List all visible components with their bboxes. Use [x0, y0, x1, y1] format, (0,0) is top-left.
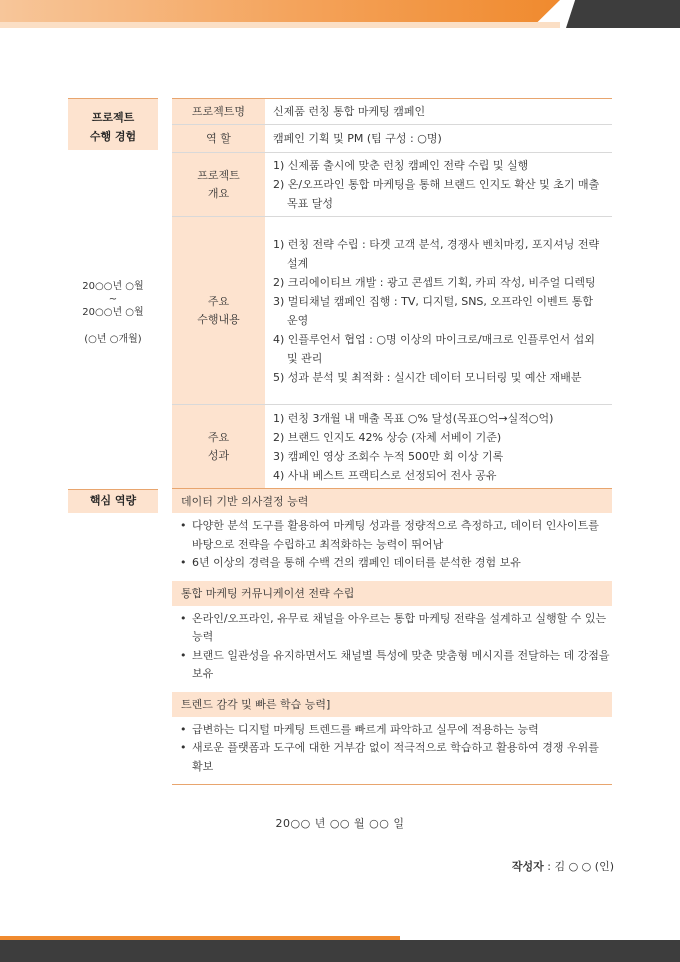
row-results	[172, 405, 612, 489]
author-label: 작성자	[511, 860, 544, 873]
bullet-item: • 다양한 분석 도구를 활용하여 마케팅 성과를 정량적으로 측정하고, 데이터 인사이트를 바탕으로 전략을 수립하고 최적화하는 능력이 뛰어남	[180, 517, 612, 554]
row-overview	[172, 153, 612, 217]
document-date: 20○○ 년 ○○ 월 ○○ 일	[275, 817, 405, 830]
head-tasks: 주요 수행내용	[172, 217, 265, 405]
value-tasks	[265, 217, 612, 405]
footer-dark-band	[0, 940, 680, 962]
header-dark-band	[566, 0, 680, 28]
value-project-name: 신제품 런칭 통합 마케팅 캠페인	[265, 99, 612, 125]
head-results: 주요 성과	[172, 405, 265, 489]
overview-list	[273, 156, 604, 213]
bullet-item: • 새로운 플랫폼과 도구에 대한 거부감 없이 적극적으로 학습하고 활용하여 경쟁 우위를 확보	[180, 739, 612, 776]
core-section-label: 핵심 역량	[68, 489, 158, 513]
project-table	[172, 98, 612, 489]
core-group-body	[172, 606, 612, 692]
core-competencies	[172, 488, 612, 785]
list-item: 3) 캠페인 영상 조회수 누적 500만 회 이상 기록	[273, 449, 504, 463]
list-item: 4) 인플루언서 협업 : ○명 이상의 마이크로/매크로 인플루언서 섭외 및 관리	[273, 332, 595, 365]
date-to: 20○○년 ○월	[82, 307, 144, 318]
list-item: 3) 멀티채널 캠페인 집행 : TV, 디지털, SNS, 오프라인 이벤트 통합 운영	[273, 294, 594, 327]
header-orange-shadow	[0, 22, 560, 28]
list-item: 1) 런칭 전략 수립 : 타겟 고객 분석, 경쟁사 벤치마킹, 포지셔닝 전략 설계	[273, 237, 600, 270]
core-group-title: 데이터 기반 의사결정 능력	[172, 488, 612, 513]
author-value: 김 ○ ○ (인)	[554, 860, 614, 873]
list-item: 2) 크리에이티브 개발 : 광고 콘셉트 기획, 카피 작성, 비주얼 디렉팅	[273, 275, 596, 289]
date-from: 20○○년 ○월	[82, 281, 144, 292]
header-orange-band	[0, 0, 560, 22]
project-section-label: 프로젝트 수행 경험	[68, 98, 158, 150]
core-group-body	[172, 513, 612, 581]
row-tasks	[172, 217, 612, 405]
bullet-item: • 급변하는 디지털 마케팅 트렌드를 빠르게 파악하고 실무에 적용하는 능력	[180, 721, 612, 740]
author-signature	[512, 858, 614, 874]
date-tilde: ~	[108, 294, 118, 305]
list-item: 1) 신제품 출시에 맞춘 런칭 캠페인 전략 수립 및 실행	[273, 159, 529, 172]
list-item: 2) 브랜드 인지도 42% 상승 (자체 서베이 기준)	[273, 430, 502, 444]
list-item: 1) 런칭 3개월 내 매출 목표 ○% 달성(목표○억→실적○억)	[273, 411, 554, 425]
list-item: 4) 사내 베스트 프랙티스로 선정되어 전사 공유	[273, 468, 497, 482]
head-role: 역 할	[172, 125, 265, 153]
core-group-title: 통합 마케팅 커뮤니케이션 전략 수립	[172, 581, 612, 606]
results-list	[273, 409, 604, 485]
list-item: 2) 온/오프라인 통합 마케팅을 통해 브랜드 인지도 확산 및 초기 매출 목표 달성	[273, 178, 600, 210]
tasks-list	[273, 235, 604, 387]
value-overview	[265, 153, 612, 217]
row-role	[172, 125, 612, 153]
head-overview: 프로젝트 개요	[172, 153, 265, 217]
value-results	[265, 405, 612, 489]
list-item: 5) 성과 분석 및 최적화 : 실시간 데이터 모니터링 및 예산 재배분	[273, 370, 582, 384]
bullet-item: • 브랜드 일관성을 유지하면서도 채널별 특성에 맞춘 맞춤형 메시지를 전달하는 데 강점을 보유	[180, 647, 612, 684]
core-group-body	[172, 717, 612, 786]
core-group-title: 트렌드 감각 및 빠른 학습 능력]	[172, 692, 612, 717]
project-duration: (○년 ○개월)	[84, 334, 142, 345]
head-project-name: 프로젝트명	[172, 99, 265, 125]
bullet-item: • 온라인/오프라인, 유무료 채널을 아우르는 통합 마케팅 전략을 설계하고 실행할 수 있는 능력	[180, 610, 612, 647]
project-period	[68, 280, 158, 346]
row-project-name	[172, 99, 612, 125]
value-role: 캠페인 기획 및 PM (팀 구성 : ○명)	[265, 125, 612, 153]
bullet-item: • 6년 이상의 경력을 통해 수백 건의 캠페인 데이터를 분석한 경험 보유	[180, 554, 612, 573]
author-separator: :	[547, 860, 551, 873]
